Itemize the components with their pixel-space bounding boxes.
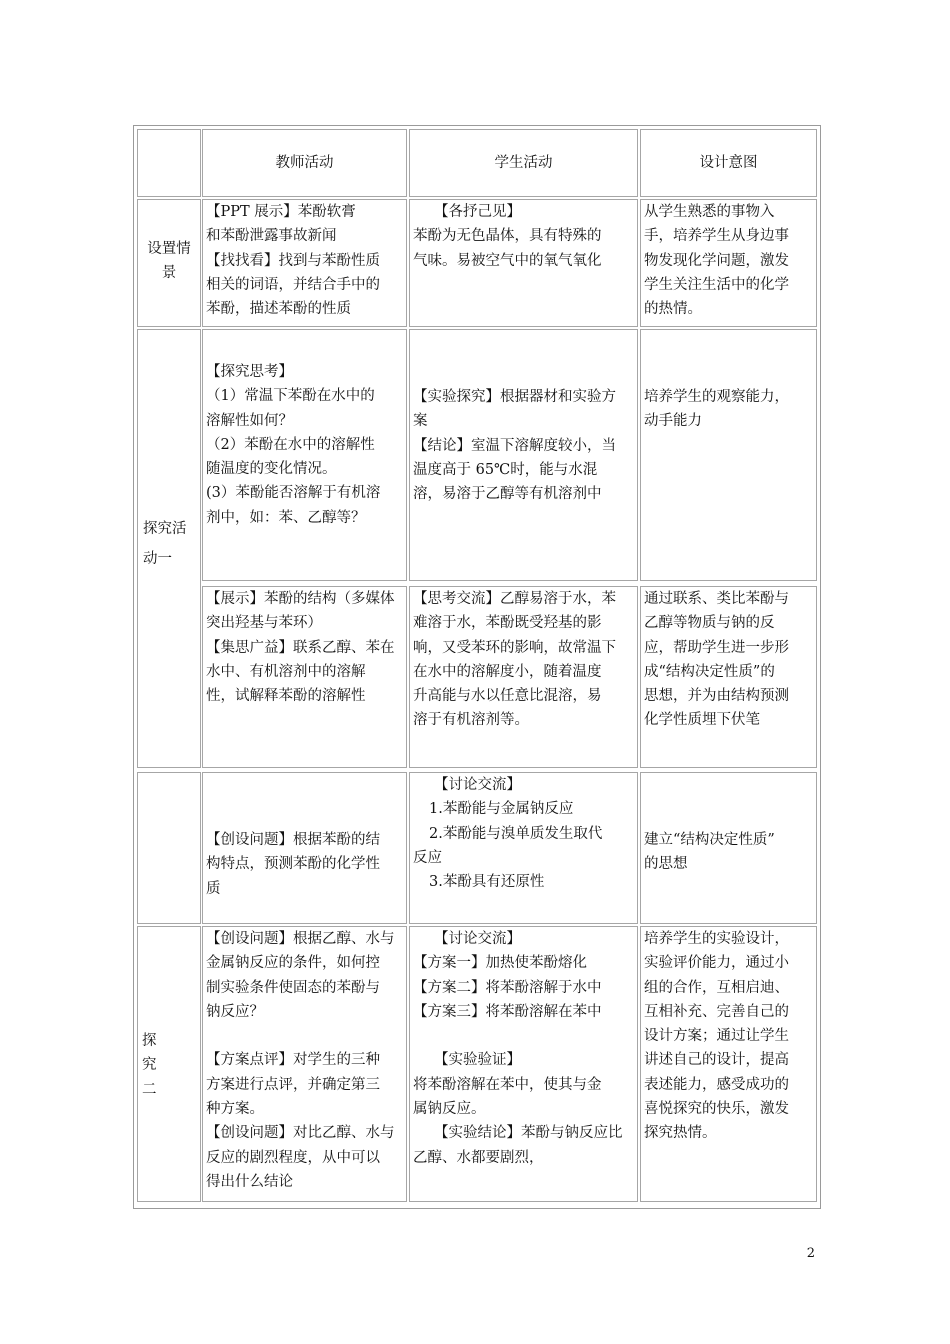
- teacher-cell-5: [202, 926, 407, 1202]
- text-line: 案: [413, 413, 428, 430]
- text-line: 学生关注生活中的化学: [644, 276, 789, 293]
- text-line: 探究热情。: [644, 1125, 717, 1142]
- text-line: 物发现化学问题，激发: [644, 252, 789, 269]
- text-line: 响，又受苯环的影响，故常温下: [413, 639, 616, 656]
- student-cell-3: [409, 586, 638, 768]
- text-line: 喜悦探究的快乐，激发: [644, 1101, 789, 1118]
- text-line: 【PPT 展示】苯酚软膏: [206, 204, 356, 220]
- text-line: 【结论】室温下溶解度较小，当: [413, 437, 616, 454]
- header-cell-empty: [137, 129, 201, 197]
- text-line: 组的合作，互相启迪、: [644, 979, 789, 996]
- text-line: 升高能与水以任意比混溶，易: [413, 688, 602, 705]
- student-cell-5: [409, 926, 638, 1202]
- design-cell-1: [640, 199, 817, 327]
- text-line: 得出什么结论: [206, 1173, 293, 1190]
- design-cell-3: [640, 586, 817, 768]
- text-line: 【创设问题】根据乙醇、水与: [206, 931, 395, 947]
- text-line: 思想，并为由结构预测: [644, 688, 789, 705]
- text-line: 【讨论交流】: [434, 777, 521, 793]
- text-line: 的热情。: [644, 301, 702, 318]
- text-line: 在水中的溶解度小，随着温度: [413, 663, 602, 680]
- stage-cell-5: [137, 926, 201, 1202]
- student-cell-1: [409, 199, 638, 327]
- text-line: 【创设问题】根据苯酚的结: [206, 832, 380, 848]
- text-line: 溶于有机溶剂等。: [413, 712, 529, 729]
- text-line: 突出羟基与苯环）: [206, 615, 322, 632]
- text-line: 培养学生的实验设计，: [644, 931, 789, 947]
- text-line: 制实验条件使固态的苯酚与: [206, 979, 380, 996]
- text-line: 乙醇、水都要剧烈，: [413, 1149, 544, 1166]
- text-line: 属钠反应。: [413, 1101, 486, 1118]
- text-line: 培养学生的观察能力，: [644, 389, 789, 405]
- text-line: 金属钠反应的条件，如何控: [206, 955, 380, 972]
- text-line: 性，试解释苯酚的溶解性: [206, 688, 366, 705]
- text-line: [413, 1024, 637, 1048]
- text-line: 动手能力: [644, 413, 702, 430]
- teacher-cell-3: [202, 586, 407, 768]
- lesson-table: [133, 125, 821, 1209]
- text-line: 【实验结论】苯酚与钠反应比: [434, 1125, 623, 1142]
- text-line: 方案进行点评，并确定第三: [206, 1076, 380, 1093]
- text-line: 从学生熟悉的事物入: [644, 204, 775, 220]
- text-line: 【找找看】找到与苯酚性质: [206, 252, 380, 269]
- text-line: 质: [206, 880, 221, 897]
- text-line: 【展示】苯酚的结构（多媒体: [206, 591, 395, 607]
- text-line: 实验评价能力，通过小: [644, 955, 789, 972]
- text-line: 讲述自己的设计，提高: [644, 1052, 789, 1069]
- text-line: 反应: [413, 849, 442, 866]
- text-line: 和苯酚泄露事故新闻: [206, 228, 337, 245]
- text-line: 成“结构决定性质”的: [644, 663, 775, 680]
- stage-line: 动一: [143, 551, 172, 567]
- teacher-cell-1: [202, 199, 407, 327]
- text-line: 设计方案；通过让学生: [644, 1028, 789, 1045]
- stage-line: 探究活: [143, 521, 187, 537]
- text-line: 【方案一】加热使苯酚熔化: [413, 955, 587, 972]
- design-cell-4: [640, 772, 817, 924]
- text-line: (3）苯酚能否溶解于有机溶: [206, 485, 381, 502]
- stage-line: 探: [142, 1033, 157, 1049]
- text-line: 温度高于 65℃时，能与水混: [413, 461, 598, 478]
- text-line: 将苯酚溶解在苯中，使其与金: [413, 1076, 602, 1093]
- text-line: （2）苯酚在水中的溶解性: [206, 436, 375, 453]
- stage-cell-2: [137, 329, 201, 768]
- text-line: 气味。易被空气中的氧气氧化: [413, 252, 602, 269]
- stage-line: 究: [142, 1057, 157, 1074]
- text-line: 【方案点评】对学生的三种: [206, 1052, 380, 1069]
- text-line: 的思想: [644, 856, 688, 873]
- stage-line: 二: [142, 1081, 157, 1098]
- text-line: 化学性质埋下伏笔: [644, 712, 760, 729]
- text-line: 种方案。: [206, 1101, 264, 1118]
- stage-cell-1: [137, 199, 201, 327]
- text-line: 构特点，预测苯酚的化学性: [206, 856, 380, 873]
- text-line: 水中、有机溶剂中的溶解: [206, 663, 366, 680]
- design-cell-2: [640, 329, 817, 581]
- student-cell-2: [409, 329, 638, 581]
- teacher-cell-4: [202, 772, 407, 924]
- text-line: 【方案三】将苯酚溶解在苯中: [413, 1003, 602, 1020]
- text-line: 应，帮助学生进一步形: [644, 639, 789, 656]
- text-line: 【探究思考】: [206, 364, 293, 380]
- student-cell-4: [409, 772, 638, 924]
- text-line: 1.苯酚能与金属钠反应: [429, 801, 574, 818]
- text-line: 随温度的变化情况。: [206, 461, 337, 478]
- header-student: 学生活动: [409, 129, 638, 197]
- text-line: 溶解性如何？: [206, 412, 293, 429]
- stage-cell-4: [137, 772, 201, 924]
- text-line: 2.苯酚能与溴单质发生取代: [429, 825, 603, 842]
- text-line: 剂中，如：苯、乙醇等？: [206, 509, 366, 526]
- text-line: 溶，易溶于乙醇等有机溶剂中: [413, 486, 602, 503]
- text-line: 【集思广益】联系乙醇、苯在: [206, 639, 395, 656]
- header-design: 设计意图: [640, 129, 817, 197]
- text-line: 【创设问题】对比乙醇、水与: [206, 1125, 395, 1142]
- text-line: 反应的剧烈程度，从中可以: [206, 1149, 380, 1166]
- text-line: 【思考交流】乙醇易溶于水，苯: [413, 591, 616, 607]
- teacher-cell-2: [202, 329, 407, 581]
- stage-line: 景: [161, 265, 177, 282]
- text-line: 通过联系、类比苯酚与: [644, 591, 789, 607]
- text-line: 【实验探究】根据器材和实验方: [413, 389, 616, 405]
- text-line: 难溶于水，苯酚既受羟基的影: [413, 615, 602, 632]
- text-line: 【讨论交流】: [434, 931, 521, 947]
- text-line: 表述能力，感受成功的: [644, 1076, 789, 1093]
- text-line: 【实验验证】: [434, 1052, 521, 1069]
- text-line: 钠反应？: [206, 1003, 264, 1020]
- text-line: 3.苯酚具有还原性: [429, 874, 545, 891]
- design-cell-5: [640, 926, 817, 1202]
- text-line: 相关的词语，并结合手中的: [206, 276, 380, 293]
- text-line: 苯酚，描述苯酚的性质: [206, 301, 351, 318]
- text-line: 【各抒己见】: [434, 204, 521, 220]
- text-line: （1）常温下苯酚在水中的: [206, 388, 375, 405]
- text-line: 【方案二】将苯酚溶解于水中: [413, 979, 602, 996]
- text-line: [206, 1024, 406, 1048]
- text-line: 乙醇等物质与钠的反: [644, 615, 775, 632]
- stage-line: 设置情: [147, 241, 191, 257]
- page-number: 2: [806, 1246, 815, 1261]
- text-line: 手，培养学生从身边事: [644, 228, 789, 245]
- text-line: 苯酚为无色晶体，具有特殊的: [413, 228, 602, 245]
- header-teacher: 教师活动: [202, 129, 407, 197]
- text-line: 建立“结构决定性质”: [644, 832, 775, 848]
- text-line: 互相补充、完善自己的: [644, 1003, 789, 1020]
